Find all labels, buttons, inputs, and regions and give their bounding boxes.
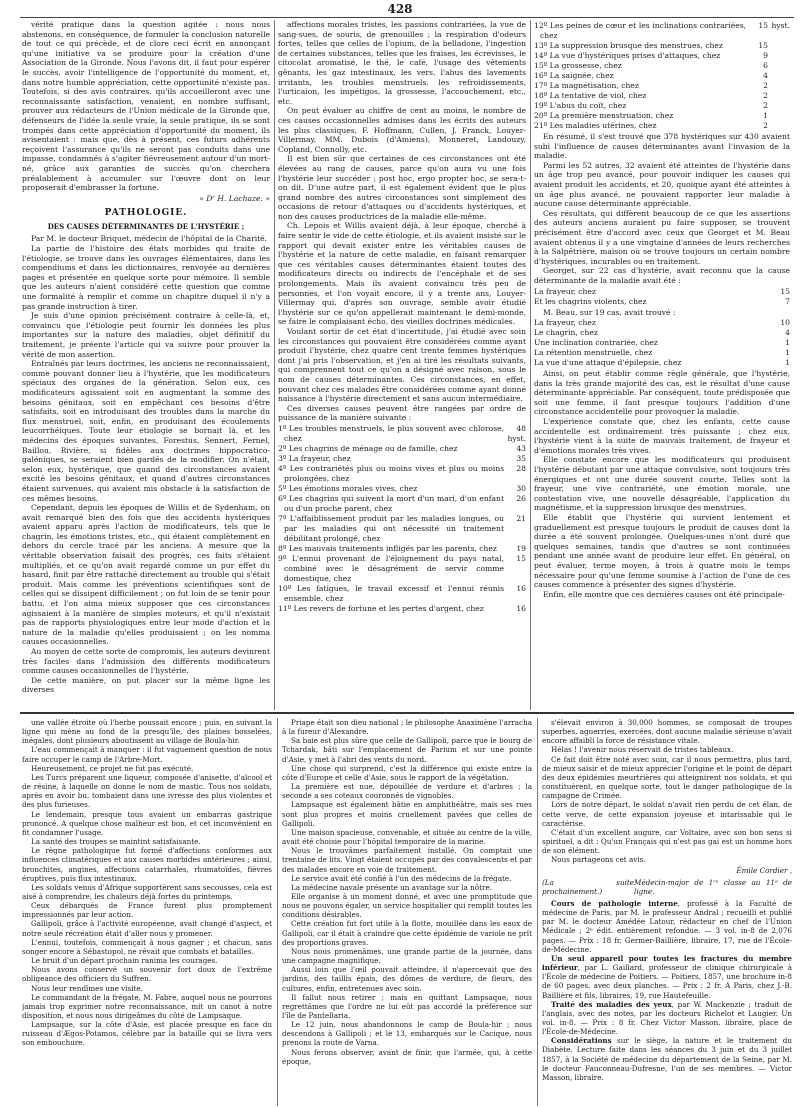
book-title: Un seul appareil pour toutes les fractures du membre inférieur (542, 953, 792, 973)
cause-count: 26 (516, 493, 526, 503)
summary-paragraph: En résumé, il s'est trouvé que 378 hystériques sur 430 avaient subi l'influence de causes déterminantes avant l'invasion de la maladie. (534, 132, 790, 161)
table-row (534, 287, 790, 297)
cause-label: 11º Les revers de fortune et les pertes d'argent, chez (278, 603, 484, 613)
cause-label: 1º Les troubles menstruels, le plus souvent avec chlorose, chez (278, 423, 504, 443)
table-row (534, 81, 790, 91)
feuilleton-paragraph: Nous leur rendîmes une visite. (31, 983, 143, 993)
paragraph: Parmi les 52 autres, 32 avaient été atteintes de l'hystérie dans un âge trop peu avancé, pour pouvoir indiquer les causes qui avaient produit les accidents, et 20, quoique ayant été atteintes à un âge plus avancé, ne pouvaient rapporter leur maladie à aucune cause déterminante appréciable. (534, 160, 790, 209)
cause-label: 9º L'ennui provenant de l'éloignement du pays natal, combiné avec le désagrément de servir comme domestique, chez (278, 553, 504, 583)
table-row (534, 61, 790, 71)
feuilleton-paragraph: Les Turcs préparent une liqueur, composée d'anisette, d'alcool et de résine, à laquelle on donne le nom de mastic. Tous nos soldats, après en avoir bu, tombaient dans une ivresse des plus violentes et des plus furieuses. (22, 772, 272, 810)
cause-count: 2 (763, 81, 768, 90)
table-row (278, 514, 526, 544)
feuilleton-paragraph: Le règne pathologique fut formé d'affections conformes aux influences climatériques et aux causes morbides antérieures ; ainsi, bronchites, angines, affections catarrhales, rhumatoïdes, fièvres éruptives, puis flux intestinaux. (22, 846, 272, 883)
feuilleton-paragraph: Lampsaque est également bâtie en amphithéâtre, mais ses rues sont plus propres et moins cruellement pavées que celles de Gallipoli. (282, 800, 532, 828)
paragraph: La partie de l'histoire des états morbides qui traite de l'étiologie, se trouve dans les ouvrages élémentaires, dans les compendiums et dans les dictionnaires, renvoyée au dernières pages et présentée en quelque sorte pour mémoire. Il semble que les auteurs n'aient considéré cette question que comme une formalité à remplir et comme un chapitre duquel il n'y a pas grande instruction à tirer. (22, 244, 270, 311)
cause-count: 35 (516, 453, 526, 463)
book-title: Traité des maladies des yeux (551, 999, 672, 1009)
cause-label: 12º Les peines de cœur et les inclinations contrariées, chez (534, 21, 746, 40)
paragraph: Elle constate encore que les modificateurs qui produisent l'hystérie débutant par une attaque convulsive, sont toujours très énergiques et ont une durée souvent courte. Telles sont la frayeur, une vive contrariété, une émotion morale, une contestation vive, une nouvelle désagréable, l'application du magnétisme, et la suppression brusque des menstrues. (534, 455, 790, 513)
paragraph: L'expérience constate que, chez les enfants, cette cause accidentelle est ordinairement très puissante ; chez eux, l'hystérie vient à la suite de mauvais traitement, de frayeur et d'émotions morales très vives. (534, 417, 790, 455)
column-divider (537, 718, 538, 1106)
cause-label: 14º La vue d'hystériques prises d'attaques, chez (534, 51, 721, 60)
beau-table (534, 318, 790, 368)
feuilleton-paragraph: La première est nue, dépouillée de verdure et d'arbres ; la seconde a ses coteaux couronnés de vignobles. (282, 782, 532, 801)
table-row (534, 71, 790, 81)
column-1 (22, 20, 270, 708)
cause-label: 20º La première menstruation, chez (534, 111, 674, 120)
cause-count: 16 (516, 583, 526, 593)
cause-label: 7º L'affaiblissement produit par les maladies longues, ou par les maladies qui ont nécessité un traitement débilitant prolongé, chez (278, 513, 504, 543)
byline: Par M. le docteur Briquet, médecin de l'hôpital de la Charité. (31, 234, 268, 244)
feuilleton-paragraph: Il fallut nous retirer ; mais en quittant Lampsaque, nous regrettâmes que l'ordre ne lui eût pas accordé la préférence sur l'île de Pantellaria. (282, 992, 532, 1020)
cause-count: 9 (763, 51, 768, 60)
paragraph: Enfin, elle montre que ces dernières causes ont été principale- (543, 589, 785, 599)
intro-paragraph: vérité pratique dans la question agitée : nous nous abstenons, en conséquence, de formuler la conclusion naturelle de tout ce qui précède, et de clore ceci écrit en annonçant qu'une initiative va se produire pour la création d'une Association de la Gironde. Nous l'avons dit, il faut pour espérer le succès, avoir l'intelligence de l'opportunité du moment, et, dans notre humble appréciation, cette opportunité n'existe pas. Toutefois, si des avis contraires, qu'ils accueilleront avec une reconnaissante satisfaction, venaient, en nombre suffisant, prouver aux rédacteurs de l'Union médicale de la Gironde que, défenseurs de l'idée la seule vraie, la seule pratique, ils se sont trompés dans cette appréciation d'opportunité du moment, ils avisentaient : mais que, dès à présent, ces futurs adhérents reçoivent l'assurance qu'ils ne seront pas conduits dans une impasse, condamnés à s'agiter fiévreusement autour d'un mort-né, grâce aux garanties de succès qu'on cherchera préalablement à accumuler sur l'œuvre dont on leur proposerait d'embrasser la fortune. (22, 20, 270, 193)
table-row (534, 21, 790, 41)
cause-count: 7 (785, 296, 790, 306)
cause-label: Une inclination contrariée, chez (534, 338, 658, 348)
feuilleton-paragraph: Le commandant de la frégate, M. Fabre, auquel nous ne pourrons jamais trop exprimer notre reconnaissance, mit un canot à notre disposition, et nous nous dirigeâmes du côté de Lampsaque. (22, 992, 272, 1020)
cause-label: 15º La grossesse, chez (534, 61, 622, 70)
cause-label: 17º La magnétisation, chez (534, 81, 639, 90)
book-notice (542, 954, 792, 1000)
cause-count: 21 (516, 513, 526, 523)
book-notice (542, 1036, 792, 1082)
signature: » Dʳ H. Lachaze. » (199, 193, 270, 203)
paragraph: De cette manière, on put placer sur la même ligne les diverses (22, 675, 270, 695)
georget-table (534, 287, 790, 307)
table-row (534, 348, 790, 358)
header-rule (20, 17, 794, 18)
cause-count: 15 (758, 41, 768, 50)
paragraph: Entraînés par leurs doctrines, les anciens ne reconnaissaient, comme pouvant donner lieu à l'hystérie, que les modificateurs spéciaux des organes de la génération. Selon eux, ces modificateurs agissaient soit en augmentant la somme des besoins génitaux, soit en empêchant ces besoins d'être satisfaits, soit en introduisant des troubles dans la marche du flux menstruel, soit, enfin, en produisant des écoulements leucorrhéiques. Toute leur étiologie se bornait là, et les médecins des époques suivantes, Forestus, Sennert, Fernel, Baillou, Rivière, si fidèles aux doctrines hippocratico-galéniques, se seraient bien gardés de la modifier. On n'était, selon eux, hystérique, que quand des circonstances avaient excité les besoins génitaux, et quand d'autres circonstances étaient survenues, qui avaient mis obstacle à la satisfaction de ces mêmes besoins. (22, 359, 270, 503)
continued-note: (La suite prochainement.) (542, 877, 635, 896)
cause-count: 30 (516, 483, 526, 493)
cause-count: 48 hyst. (507, 423, 526, 443)
paragraph: Ces résultats, qui diffèrent beaucoup de ce que les assertions des auteurs anciens auraient pu faire supposer, se trouvent précisément être d'accord avec ceux que Georget et M. Beau avaient obtenus il y a une vingtaine d'années de leurs recherches à la Salpêtrière, maison où se trouve toujours un certain nombre d'hystériques, incurables ou en traitement. (534, 208, 790, 266)
book-description: , professé à la Faculté de médecine de Paris, par M. le professeur Andral ; recueilli et publié par M. le docteur Amédée Latour, rédacteur en chef de l'Union Médicale ; 2ᵉ édit. entièrement refondue. — 3 vol. in-8 de 2,076 pages. — Prix : 18 fr. Germer-Baillière, libraire, 17, rue de l'École-de-Médecine. (542, 898, 792, 954)
table-row (278, 454, 526, 464)
feuilleton-paragraph: Cette création fut fort utile à la flotte, mouillée dans les eaux de Gallipoli, car il était à craindre que cette épidémie de variole ne prît des proportions graves. (282, 919, 532, 947)
table-row (278, 604, 526, 614)
table-row (278, 554, 526, 584)
article-body-2 (278, 20, 526, 423)
cause-count: 19 (516, 543, 526, 553)
cause-label: 2º Les chagrins de ménage ou de famille, chez (278, 443, 458, 453)
cause-label: 21º Les maladies utérines, chez (534, 121, 657, 130)
feuilleton-paragraph: Le bruit d'un départ prochain ranima les courages. (31, 956, 218, 966)
feuilleton-paragraph: Le 12 juin, nous abandonnons le camp de Boula-hir ; nous descendons à Gallipoli ; et le 13, embarqués sur le Cacique, nous prenons la route de Varna. (282, 1020, 532, 1048)
cause-label: 19º L'abus du coït, chez (534, 101, 627, 110)
feuilleton-paragraph: Ceux débarqués de France furent plus promptement impressionnés par leur action. (22, 901, 272, 920)
feuilleton-paragraph: Priape était son dieu national ; le philosophe Anaximène l'arracha à la fureur d'Alexandre. (282, 718, 532, 737)
table-row (534, 318, 790, 328)
cause-count: 1 (785, 358, 790, 368)
feuilleton-paragraph: Les soldats venus d'Afrique supportèrent sans secousses, cela est aisé à comprendre, les chaleurs déjà fortes du printemps. (22, 882, 272, 901)
cause-count: 16 (516, 603, 526, 613)
cause-count: 15 (758, 21, 768, 30)
table-row (534, 338, 790, 348)
page-number: 428 (387, 2, 413, 16)
paragraph: Ainsi, on peut établir comme règle générale, que l'hystérie, dans la très grande majorité des cas, est le résultat d'une cause déterminante appréciable. Par conséquent, toute prédisposée que soit une femme, il faut presque toujours l'addition d'une circonstance accidentelle pour provoquer la maladie. (534, 369, 790, 417)
column-divider (530, 20, 531, 710)
cause-count: 15 (780, 286, 790, 296)
feuilleton-column-1 (22, 718, 272, 1103)
cause-label: 13º La suppression brusque des menstrues, chez (534, 41, 723, 50)
cause-count: 28 (516, 463, 526, 473)
section-title: PATHOLOGIE. (104, 208, 188, 219)
cause-count: 4 (785, 328, 790, 338)
feuilleton-column-3 (542, 718, 792, 1103)
feuilleton-separator (20, 712, 794, 714)
paragraph: On peut évaluer au chiffre de cent au moins, le nombre de ces causes occasionnelles admises dans les écrits des auteurs les plus classiques, F. Hoffmann, Cullen, J. Franck, Louyer-Villermay, MM. Dubois (d'Amiens), Monneret, Landouzy, Copland, Connolly, etc. (278, 106, 526, 154)
table-row (534, 111, 790, 121)
cause-count: 2 (763, 101, 768, 110)
paragraph: Cependant, depuis les époques de Willis et de Sydenham, on avait remarqué bien des fois que des accidents hystériques avaient apparu après l'action de modificateurs, tels que le chagrin, les émotions tristes, etc., qui étaient complètement en dehors du cercle tracé par les anciens. A mesure que la véritable observation faisait des progrès, ces faits s'étaient multipliés, et ce qu'on avait regardé comme un pur effet du hasard, finit par être rattaché directement au trouble qui s'était produit. Mais comme les préventions scientifiques sont de celles qui se dissipent difficilement ; on fut loin de se tenir pour battu, et l'on aima mieux supposer que ces circonstances agissaient à la manière de simples moteurs, et qu'il n'existait pas de rapports physiologiques entre leur mode d'action et la nature de la maladie qu'elles produisaient ; on les nomma causes occasionnelles. (22, 503, 270, 647)
book-title: Considérations (551, 1036, 612, 1046)
table-row (534, 41, 790, 51)
cause-label: 5º Les émotions morales vives, chez (278, 483, 418, 493)
table-row (534, 91, 790, 101)
cause-label: 6º Les chagrins qui suivent la mort d'un mari, d'un enfant ou d'un proche parent, chez (278, 493, 504, 513)
feuilleton-paragraph: Elle organise à un moment donné, et avec une promptitude que nous ne pouvons égaler, un service hospitalier qui remplit toutes les conditions désirables. (282, 891, 532, 920)
table-row (278, 584, 526, 604)
feuilleton-paragraph: Nous avons conservé un souvenir fort doux de l'extrême obligeance des officiers du Suffren. (22, 965, 272, 984)
cause-label: Et les chagrins violents, chez (534, 296, 647, 306)
table-row (534, 121, 790, 131)
cause-label: Le chagrin, chez (534, 328, 598, 338)
feuilleton-paragraph: Hélas ! l'avenir nous réservait de tristes tableaux. (551, 745, 734, 755)
article-title: DES CAUSES DÉTERMINANTES DE L'HYSTÉRIE ; (47, 221, 245, 231)
book-description: , par W. Mackenzie ; traduit de l'anglais, avec des notes, par les docteurs Richelot et Laugier. Un vol. in-8. — Prix : 8 fr. Chez Victor Masson, libraire, place de l'École-de-Médecine. (542, 999, 792, 1037)
feuilleton-paragraph: Nous partageons cet avis. (551, 855, 646, 865)
paragraph: Georget, sur 22 cas d'hystérie, avait reconnu que la cause déterminante de la maladie avait été : (534, 266, 790, 285)
cause-label: La frayeur, chez (534, 286, 596, 296)
feuilleton-paragraph: C'était d'un excellent augure, car Voltaire, avec son bon sens si spirituel, a dit : Qu'un Français qui n'est pas gai est un homme hors de son élément. (542, 827, 792, 856)
causes-table (278, 424, 526, 614)
cause-count: 1 (785, 338, 790, 348)
paragraph: Elle établit que l'hystérie qui survient lentement et graduellement est presque toujours le produit de causes dont la durée a été souvent prolongée. Quelques-unes n'ont duré que quelques semaines, tandis que d'autres se sont continuées pendant une année avant de produire leur effet. En général, on peut évaluer, terme moyen, à trois à quatre mois le temps nécessaire pour qu'une femme soumise à l'action de l'une de ces causes commence à présenter des signes d'hystérie. (534, 513, 790, 590)
feuilleton-paragraph: Gallipoli, grâce à l'activité européenne, avait changé d'aspect, et notre seule récréation était d'aller nous y promener. (22, 919, 272, 938)
cause-count: 2 (763, 121, 768, 130)
feuilleton-paragraph: Aussi loin que l'œil pouvait atteindre, il n'apercevait que des jardins, des taillis épais, des dômes de verdure, de fleurs, des cultures, enfin, entretenues avec soin. (282, 965, 532, 993)
table-row (278, 464, 526, 484)
paragraph: affections morales tristes, les passions contrariées, la vue de sang-sues, de souris, de grenouilles ; la respiration d'odeurs fortes, telles que celles de l'opium, de la belladone, l'ingestion de certaines substances, telles que les fraises, les écrevisses, le citocolat aromatisé, le thé, le café, l'usage des vêtements gênants, les gaz intestinaux, les vers, l'abus des lavements irritants, les troubles menstruels, les refroidissements, l'urticaion, les impétigos, la grossesse, l'accouchement, etc., etc. (278, 20, 526, 106)
paragraph: Il est bien sûr que certaines de ces circonstances ont été élevées au rang de causes, parce qu'on aura vu une fois l'hystérie leur succéder ; post hoc, ergo propter hoc, se sera-t-on dit. D'une autre part, il est également évident que le plus grand nombre des autres circonstances sont simplement des occasions de retour d'attaques ou d'accidents hystériques, et non des causes productrices de la maladie elle-même. (278, 154, 526, 221)
feuilleton-paragraph: Le service avait été confié à l'un des médecins de la frégate. (291, 873, 512, 883)
cause-count: 10 (780, 318, 790, 328)
table-row (534, 328, 790, 338)
feuilleton-paragraph: La médecine navale présente un avantage sur la nôtre. (291, 882, 492, 892)
cause-label: La rétention menstruelle, chez (534, 348, 653, 358)
feuilleton-paragraph: Nous nous promenâmes, une grande partie de la journée, dans une campagne magnifique. (282, 946, 532, 966)
feuilleton-paragraph: Une chose qui surprend, c'est la différence qui existe entre la côte d'Europe et celle d'Asie, sous le rapport de la végétation. (282, 763, 532, 782)
cause-label: La vue d'une attaque d'épilepsie, chez (534, 358, 682, 368)
article-body-3 (534, 369, 790, 599)
feuilleton-paragraph: Lampsaque, sur la côte d'Asie, est placée presque en face du ruisseau d'Ægos-Potamos, célèbre par la bataille qui se livra vers son embouchure. (22, 1020, 272, 1048)
feuilleton-paragraph: Ce fait doit être noté avec soin, car il nous permettra, plus tard, de mieux saisir et de mieux apprécier l'origine et le point de départ des deux épidémies meurtrières qui atteignirent nos soldats, et qui constituèrent, en quelque sorte, tout le danger pathologique de la campagne de Crimée. (542, 754, 792, 801)
book-notice (542, 899, 792, 954)
book-description: , par L. Gaillard, professeur de clinique chirurgicale à l'École de médecine de Poitiers. — Poitiers, 1857, une brochure in-8 de 60 pages, avec deux planches. — Prix : 2 fr. A Paris, chez J.-B. Baillière et fils, libraires, 19, rue Hautefeuille. (542, 963, 792, 1000)
table-row (278, 494, 526, 514)
author-title: Médecin-major de 1ʳᵉ classe au 11ᵉ de ligne. (634, 877, 792, 896)
cause-count: 1 (785, 348, 790, 358)
table-row (534, 297, 790, 307)
feuilleton-column-2 (282, 718, 532, 1103)
cause-label: 3º La frayeur, chez (278, 453, 351, 463)
cause-label: 16º La saignée, chez (534, 71, 614, 80)
cause-label: 18º La tentative de viol, chez (534, 91, 647, 100)
table-row (278, 484, 526, 494)
column-divider (274, 20, 275, 710)
book-notice (542, 1000, 792, 1037)
feuilleton-paragraph: L'ennui, toutefois, commençait à nous gagner ; et chacun, sans songer encore à Sébastopol, ne rêvait que combats et batailles. (22, 937, 272, 956)
book-description: sur le siège, la nature et le traitement du Diabète. Lecture faite dans les séances du 3 juin et du 3 juillet 1857, à la Société de médecine du département de la Seine, par M. le docteur Fauconneau-Dufresne, l'un de ses membres. — Victor Masson, libraire. (542, 1036, 792, 1082)
cause-count: 2 (763, 91, 768, 100)
table-row (534, 101, 790, 111)
column-3 (534, 20, 790, 708)
column-2 (278, 20, 526, 708)
cause-label: 8º Les mauvais traitements infligés par les parents, chez (278, 543, 497, 553)
paragraph: M. Beau, sur 19 cas, avait trouvé : (543, 307, 676, 317)
cause-count: 43 (516, 443, 526, 453)
causes-table-continued (534, 21, 790, 131)
table-row (278, 544, 526, 554)
feuilleton-paragraph: La santé des troupes se maintint satisfaisante. (31, 837, 201, 847)
signature-line (542, 878, 792, 896)
cause-count: 6 (763, 61, 768, 70)
table-row (278, 424, 526, 444)
cause-label: 4º Les contrariétés plus ou moins vives et plus ou moins prolongées, chez (278, 463, 504, 483)
cause-label: 10º Les fatigues, le travail excessif et l'ennui réunis ensemble, chez (278, 583, 504, 603)
cause-count: 15 (516, 553, 526, 563)
feuilleton-paragraph: Le lendemain, presque tous avaient un embarras gastrique prononcé. A quelque chose malheur est bon, et cet inconvénient en fit condamner l'usage. (22, 809, 272, 837)
article-body (22, 244, 270, 695)
feuilleton-body (542, 718, 792, 865)
feuilleton-paragraph: Lors de notre départ, le soldat n'avait rien perdu de cet élan, de cette verve, de cette expansion joyeuse et intarissable qui le caractérise. (542, 800, 792, 828)
table-row (278, 444, 526, 454)
paragraph: Au moyen de cette sorte de compromis, les auteurs devinrent très faciles dans l'admission des différents modificateurs comme causes occasionnelles de l'hystérie. (22, 647, 270, 676)
table-row (534, 358, 790, 368)
paragraph: Ces diverses causes peuvent être rangées par ordre de puissance de la manière suivante : (278, 403, 526, 423)
feuilleton-paragraph: Heureusement, ce projet ne fut pas exécuté. (31, 763, 194, 773)
book-notices (542, 899, 792, 1082)
paragraph: Ch. Lepois et Willis avaient déjà, à leur époque, cherché à faire sentir le vide de cette étiologie, et ils avaient insisté sur le rapport qui devait exister entre les véritables causes de l'hystérie et la nature de cette maladie, en faisant remarquer que ces véritables causes déterminantes étaient toutes des modificateurs directs ou indirects de l'encéphale et de ses prolongements. Mais ils avaient convaincu très peu de personnes, et l'on voyait encore, il y a trente ans, Louyer-Villermay qui, d'après son ouvrage, semble avoir étudié l'hystérie sur ce qu'on appellerait maintenant le demi-monde, se faire le complaisant écho, des vieilles doctrines médicales. (278, 221, 526, 327)
table-row (534, 51, 790, 61)
feuilleton-paragraph: s'élevait environ à 30,000 hommes, se composait de troupes superbes, aguerries, exercées, dont aucune maladie sérieuse n'avait encore affaibli la force de résistance vitale. (542, 718, 792, 746)
feuilleton-paragraph: Nous ferons observer, avant de finir, que l'armée, qui, à cette époque, (282, 1047, 532, 1066)
feuilleton-paragraph: Une maison spacieuse, convenable, et située au centre de la ville, avait été choisie pour l'hôpital temporaire de la marine. (282, 827, 532, 847)
cause-count: 1 (763, 111, 768, 120)
feuilleton-paragraph: L'eau commençait à manquer : il fut vaguement question de nous faire occuper le camp de l'Arbre-Mort. (22, 745, 272, 764)
paragraph: Je suis d'une opinion précisément contraire à celle-là, et, convaincu que l'étiologie peut fournir les données les plus importantes sur la nature des maladies, objet définitif du traitement, je préente l'article qui va suivre pour prouver la vérité de mon assertion. (22, 311, 270, 359)
cause-label: La frayeur, chez (534, 318, 596, 328)
cause-unit: hyst. (771, 21, 790, 30)
feuilleton-paragraph: Sa baie est plus sûre que celle de Gallipoli, parce que le bourg de Tchardak, bâti sur l'emplacement de Parium et sur une pointe d'Asie, y met à l'abri des vents du nord. (282, 736, 532, 764)
feuilleton-paragraph: Nous le trouvâmes parfaitement installé. On comptait une trentaine de lits. Vingt étaient occupés par des convalescents et par des malades encore en voie de traitement. (282, 846, 532, 874)
column-divider (277, 718, 278, 1106)
author-signature: Émile Cordier , (736, 865, 792, 875)
paragraph: Voulant sortir de cet état d'incertitude, j'ai étudié avec soin les circonstances qui pouvaient être considérées comme ayant produit l'hystérie, chez quatre cent trente femmes hystériques dont j'ai pris l'observation, et j'en ai tiré les résultats suivants, qui comprennent tout ce qu'on a désigné avec raison, sous le nom de causes déterminantes. Ces circonstances, en effet, pouvant chez ces malades être considérées comme ayant donné naissance à l'hystérie directement et sans aucun intermédiaire. (278, 327, 526, 404)
book-title: Cours de pathologie interne (551, 898, 678, 908)
cause-count: 4 (763, 71, 768, 80)
feuilleton-paragraph: une vallée étroite où l'herbe poussait encore ; puis, en suivant la ligne qui mène au fond de la presqu'île, des plaines bosselées, inégales, dont plusieurs aboutissent au village de Boula-hir. (22, 718, 272, 746)
